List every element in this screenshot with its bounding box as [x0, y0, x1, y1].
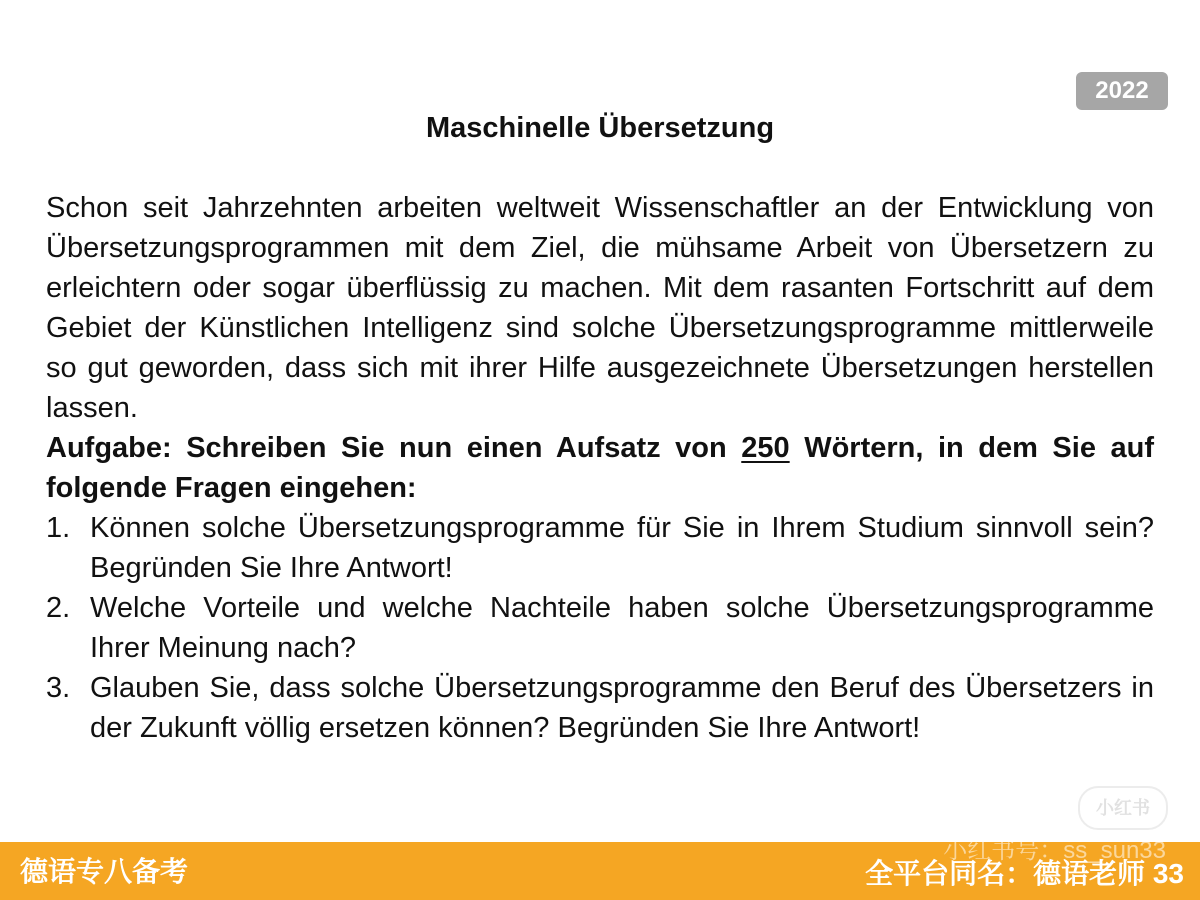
- footer-left-label: 德语专八备考: [20, 856, 189, 887]
- document-body: [46, 188, 1154, 748]
- question-item: [46, 588, 1154, 668]
- question-text: Können solche Übersetzungsprogramme für Sie in Ihrem Studium sinnvoll sein? Begründen Sie Ihre Antwort!: [90, 512, 1154, 584]
- question-text: Glauben Sie, dass solche Übersetzungsprogramme den Beruf des Übersetzers in der Zukunft völlig ersetzen können? Begründen Sie Ihre Antwort!: [90, 672, 1154, 744]
- task-text-after: Wörtern, in dem Sie auf folgende Fragen eingehen:: [46, 432, 1154, 504]
- intro-paragraph: Schon seit Jahrzehnten arbeiten weltweit Wissenschaftler an der Entwicklung von Übersetzungsprogrammen mit dem Ziel, die mühsame Arbeit von Übersetzern zu erleichtern oder sogar überflüssig zu machen. Mit dem rasanten Fortschritt auf dem Gebiet der Künstlichen Intelligenz sind solche Übersetzungsprogramme mittlerweile so gut geworden, dass sich mit ihrer Hilfe ausgezeichnete Übersetzungen herstellen lassen.: [46, 192, 1154, 424]
- question-item: [46, 508, 1154, 588]
- watermark-text: 小红书号：ss_sun33: [943, 837, 1166, 864]
- footer-right-label: 全平台同名：德语老师 33: [865, 858, 1184, 889]
- question-list: [46, 508, 1154, 748]
- task-word-count: 250: [741, 432, 790, 464]
- task-paragraph: [46, 428, 1154, 508]
- question-number: 2.: [46, 592, 71, 624]
- year-badge: 2022: [1076, 72, 1168, 110]
- question-text: Welche Vorteile und welche Nachteile haben solche Übersetzungsprogramme Ihrer Meinung nach?: [90, 592, 1154, 664]
- question-number: 1.: [46, 512, 71, 544]
- task-text-before: Aufgabe: Schreiben Sie nun einen Aufsatz von: [46, 432, 742, 464]
- watermark-logo: 小红书: [1078, 786, 1168, 830]
- question-item: [46, 668, 1154, 748]
- question-number: 3.: [46, 672, 71, 704]
- document-title: Maschinelle Übersetzung: [425, 112, 775, 144]
